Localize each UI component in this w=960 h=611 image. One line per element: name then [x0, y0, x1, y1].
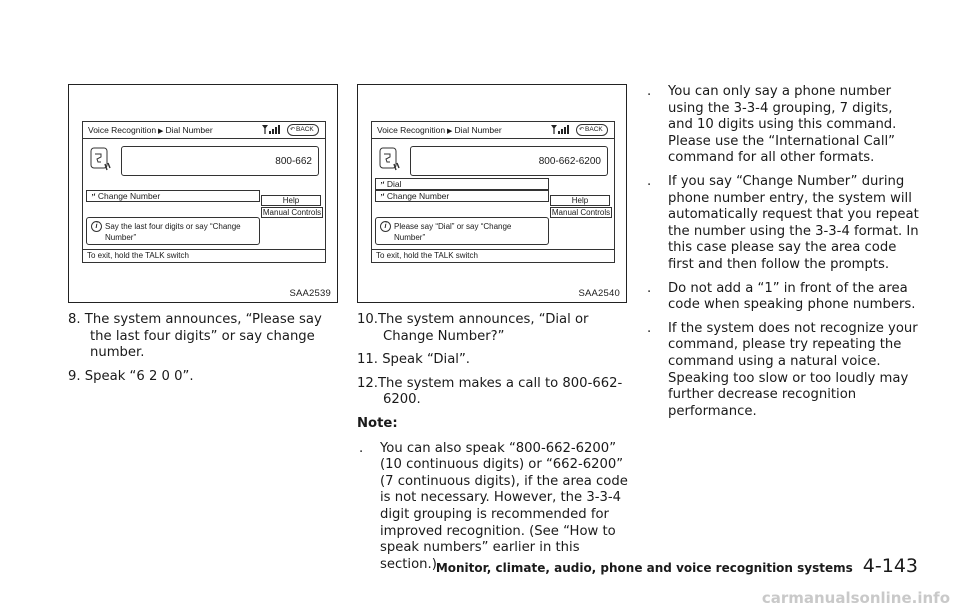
- signal-strength-icon: [550, 124, 572, 134]
- step-item: 11. Speak “Dial”.: [357, 352, 470, 368]
- column-3: [645, 84, 920, 427]
- bullet-marker: .: [647, 320, 652, 336]
- bullet-item: . You can only say a phone number using the 3-3-4 grouping, 7 digits, and 10 digits using this command. Please use the “International Call” command for all other formats.: [647, 84, 897, 166]
- step-item: 9. Speak “6 2 0 0”.: [68, 368, 194, 384]
- prompt-message: i Say the last four digits or say “Change Number”: [86, 217, 260, 245]
- voice-recognition-screen: [371, 121, 615, 263]
- phone-number-display: 800-662: [121, 146, 319, 176]
- page-number: 4-143: [862, 555, 918, 577]
- prompt-message: i Please say “Dial” or say “Change Number”: [375, 217, 549, 245]
- divider: [83, 138, 325, 139]
- bullet-marker: .: [359, 440, 364, 456]
- bullet-marker: .: [647, 84, 652, 99]
- breadcrumb: [377, 125, 502, 135]
- breadcrumb-item: Dial Number: [454, 125, 502, 135]
- watermark: carmanualsonline.info: [761, 589, 950, 607]
- breadcrumb-item: Dial Number: [165, 125, 213, 135]
- divider: [83, 249, 325, 250]
- breadcrumb: [88, 125, 213, 135]
- help-button[interactable]: Help: [550, 195, 610, 206]
- menu-item-change-number[interactable]: ʼꞌ Change Number: [375, 190, 549, 202]
- page-footer: [436, 555, 918, 577]
- manual-controls-button[interactable]: Manual Controls: [551, 208, 611, 217]
- step-item: 12.The system makes a call to 800-662-6200.: [357, 375, 623, 408]
- voice-command-icon: [90, 147, 112, 173]
- divider: [372, 138, 614, 139]
- menu-item-dial[interactable]: ʼꞌ Dial: [375, 178, 549, 190]
- note-heading: Note:: [357, 415, 398, 431]
- chevron-right-icon: ▶: [447, 128, 453, 135]
- section-title: Monitor, climate, audio, phone and voice recognition systems: [435, 561, 853, 575]
- bullet-item: . If you say “Change Number” during phone number entry, the system will automatically request that you repeat the number using the 3-3-4 format. In this case please say the area code first and then follow the prompts.: [647, 173, 919, 272]
- voice-command-icon: ʼꞌ: [91, 192, 95, 201]
- back-arrow-icon: ↶: [579, 127, 585, 133]
- voice-command-icon: ʼꞌ: [380, 192, 384, 201]
- breadcrumb-item: Voice Recognition: [377, 125, 446, 135]
- breadcrumb-item: Voice Recognition: [88, 125, 157, 135]
- figure-code: SAA2539: [289, 288, 331, 299]
- voice-command-icon: ʼꞌ: [380, 180, 384, 189]
- figure-code: SAA2540: [578, 288, 620, 299]
- step-item: 8. The system announces, “Please say the last four digits” or say change number.: [68, 312, 322, 361]
- column-1: [68, 312, 342, 392]
- menu-item-change-number[interactable]: ʼꞌ Change Number: [86, 190, 260, 202]
- figure-2: [357, 84, 627, 303]
- bullet-marker: .: [647, 173, 652, 189]
- phone-number-display: 800-662-6200: [410, 146, 608, 176]
- bullet-item: . You can also speak “800-662-6200” (10 continuous digits) or “662-6200” (7 continuous digits), if the area code is not necessary. However, the 3-3-4 digit grouping is recommended for improved recognition. (See “How to speak numbers” earlier in this section.): [359, 440, 628, 572]
- bullet-item: . If the system does not recognize your command, please try repeating the command using a natural voice. Speaking too slow or too loudly may further decrease recognition performance.: [647, 320, 918, 419]
- help-button[interactable]: Help: [261, 195, 321, 206]
- screen-footer: To exit, hold the TALK switch: [376, 251, 478, 260]
- bullet-item: . Do not add a “1” in front of the area code when speaking phone numbers.: [647, 280, 916, 313]
- back-button[interactable]: ↶BACK: [576, 124, 608, 136]
- info-icon: i: [380, 221, 391, 232]
- divider: [372, 249, 614, 250]
- voice-command-icon: [379, 147, 401, 173]
- bullet-marker: .: [647, 280, 652, 296]
- info-icon: i: [91, 221, 102, 232]
- screen-footer: To exit, hold the TALK switch: [87, 251, 189, 260]
- step-item: 10.The system announces, “Dial or Change Number?”: [357, 312, 589, 344]
- manual-controls-button[interactable]: Manual Controls: [262, 208, 322, 217]
- column-2: [357, 312, 631, 580]
- voice-recognition-screen: [82, 121, 326, 263]
- figure-1: [68, 84, 338, 303]
- signal-strength-icon: [261, 124, 283, 134]
- back-button[interactable]: ↶BACK: [287, 124, 319, 136]
- back-arrow-icon: ↶: [290, 127, 296, 133]
- chevron-right-icon: ▶: [158, 128, 164, 135]
